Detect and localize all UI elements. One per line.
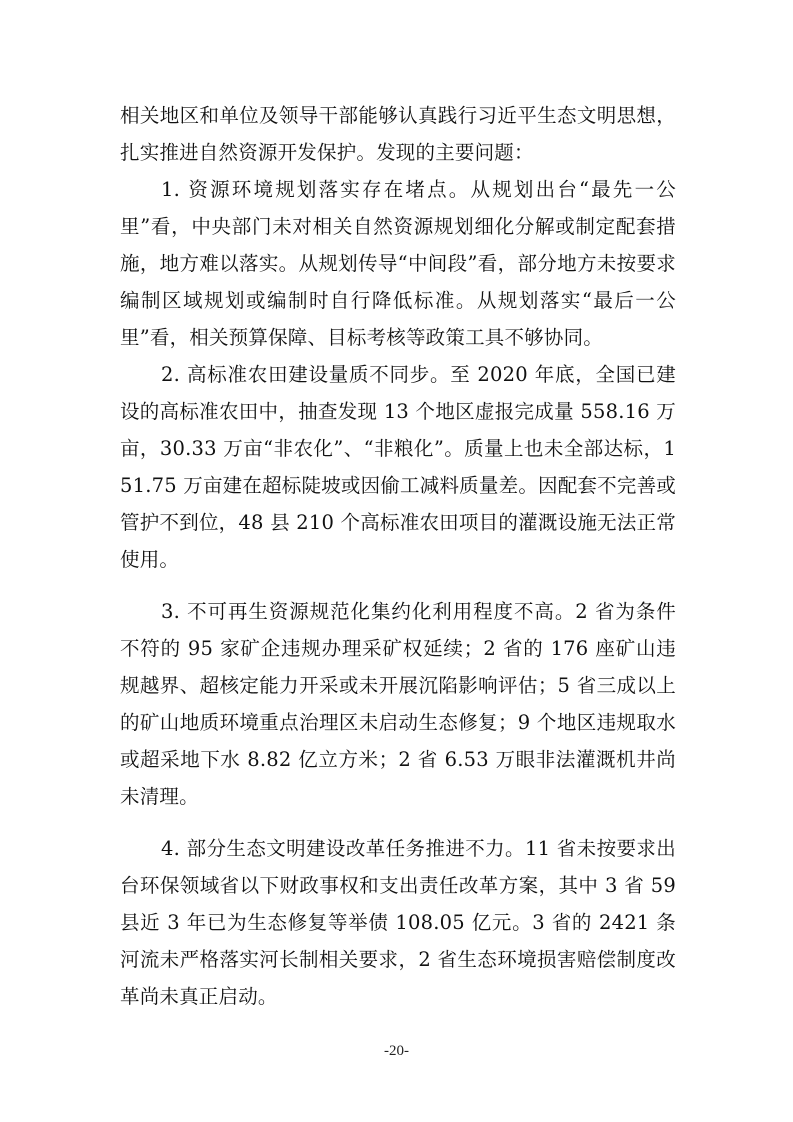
body-text: [120, 97, 676, 1015]
issue-1-paragraph: 1. 资源环境规划落实存在堵点。从规划出台“最先一公里”看，中央部门未对相关自然资源规划细化分解或制定配套措施，地方难以落实。从规划传导“中间段”看，部分地方未按要求编制区域规划或编制时自行降低标准。从规划落实“最后一公里”看，相关预算保障、目标考核等政策工具不够协同。: [120, 178, 676, 349]
page-number: -20-: [384, 1043, 409, 1059]
issue-2-paragraph: 2. 高标准农田建设量质不同步。至 2020 年底，全国已建设的高标准农田中，抽查发现 13 个地区虚报完成量 558.16 万亩，30.33 万亩“非农化”、“非粮化”。质量上也未全部达标，151.75 万亩建在超标陡坡或因偷工减料质量差。因配套不完善或管护不到位，48 县 210 个高标准农田项目的灌溉设施无法正常使用。: [120, 363, 676, 571]
issue-4-paragraph: 4. 部分生态文明建设改革任务推进不力。11 省未按要求出台环保领域省以下财政事权和支出责任改革方案，其中 3 省 59 县近 3 年已为生态修复等举债 108.05 亿元。3 省的 2421 条河流未严格落实河长制相关要求，2 省生态环境损害赔偿制度改革尚未真正启动。: [120, 837, 676, 1008]
intro-paragraph: 相关地区和单位及领导干部能够认真践行习近平生态文明思想，扎实推进自然资源开发保护。发现的主要问题：: [120, 104, 676, 164]
issue-3-paragraph: 3. 不可再生资源规范化集约化利用程度不高。2 省为条件不符的 95 家矿企违规办理采矿权延续；2 省的 176 座矿山违规越界、超核定能力开采或未开展沉陷影响评估；5 省三成以上的矿山地质环境重点治理区未启动生态修复；9 个地区违规取水或超采地下水 8.82 亿立方米；2 省 6.53 万眼非法灌溉机井尚未清理。: [120, 600, 676, 808]
